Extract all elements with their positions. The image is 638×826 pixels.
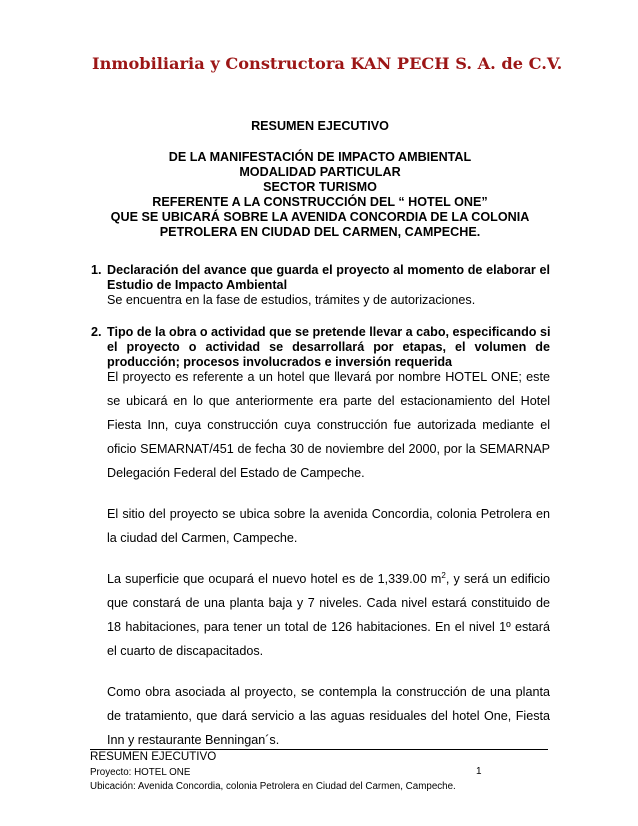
paragraph-line: Delegación Federal del Estado de Campeche. [107,466,365,480]
paragraph-line: Inn y restaurante Benningan´s. [107,733,280,747]
paragraph-line: la ciudad del Carmen, Campeche. [107,531,298,545]
footer-project: Proyecto: HOTEL ONE [90,767,191,778]
document-title: RESUMEN EJECUTIVO [251,119,389,133]
page-number: 1 [476,766,482,777]
paragraph-line: Como obra asociada al proyecto, se contempla la construcción de una planta [107,685,550,699]
superscript: 2 [441,570,446,580]
paragraph-line: El proyecto es referente a un hotel que llevará por nombre HOTEL ONE; este [107,370,550,384]
paragraph-line: de tratamiento, que dará servicio a las aguas residuales del hotel One, Fiesta [107,709,550,723]
subtitle-line: DE LA MANIFESTACIÓN DE IMPACTO AMBIENTAL [168,150,472,164]
paragraph-line [107,572,550,586]
subtitle-line: REFERENTE A LA CONSTRUCCIÓN DEL “ HOTEL ONE” [152,195,488,209]
section-heading-line: Tipo de la obra o actividad que se pretende llevar a cabo, especificando si [107,325,551,339]
section-number: 1. [91,263,102,277]
paragraph-line: El sitio del proyecto se ubica sobre la avenida Concordia, colonia Petrolera en [107,507,550,521]
footer-title: RESUMEN EJECUTIVO [90,750,217,763]
paragraph-line: Fiesta Inn, cuya construcción cuya construcción fue autorizada mediante el [107,418,550,432]
section-number: 2. [91,325,102,339]
section-text: Se encuentra en la fase de estudios, trámites y de autorizaciones. [107,293,476,307]
section-heading-line: Estudio de Impacto Ambiental [107,278,288,292]
company-header: Inmobiliaria y Constructora KAN PECH S. A. de C.V. [92,54,563,73]
section-heading-line: producción; procesos involucrados e inversión requerida [107,355,453,369]
subtitle-line: SECTOR TURISMO [263,180,377,194]
subtitle-line: QUE SE UBICARÁ SOBRE LA AVENIDA CONCORDIA DE LA COLONIA [110,210,530,224]
section-heading-line: el proyecto o actividad se desarrollará por etapas, el volumen de [107,340,550,354]
paragraph-text: , y será un edificio [445,572,550,586]
footer-location: Ubicación: Avenida Concordia, colonia Petrolera en Ciudad del Carmen, Campeche. [90,781,456,792]
document-subtitle [90,150,550,240]
paragraph-line: que constará de una planta baja y 7 niveles. Cada nivel estará constituido de [107,596,550,610]
subtitle-line: PETROLERA EN CIUDAD DEL CARMEN, CAMPECHE. [159,225,481,239]
paragraph-line: oficio SEMARNAT/451 de fecha 30 de noviembre del 2000, por la SEMARNAP [107,442,550,456]
subtitle-line: MODALIDAD PARTICULAR [239,165,401,179]
paragraph-line: el cuarto de discapacitados. [107,644,264,658]
paragraph-text: La superficie que ocupará el nuevo hotel es de 1,339.00 m [107,572,442,586]
section-heading-line: Declaración del avance que guarda el proyecto al momento de elaborar el [107,263,550,277]
paragraph-line: 18 habitaciones, para tener un total de 126 habitaciones. En el nivel 1º estará [107,620,550,634]
paragraph-line: se ubicará en lo que anteriormente era parte del estacionamiento del Hotel [107,394,550,408]
